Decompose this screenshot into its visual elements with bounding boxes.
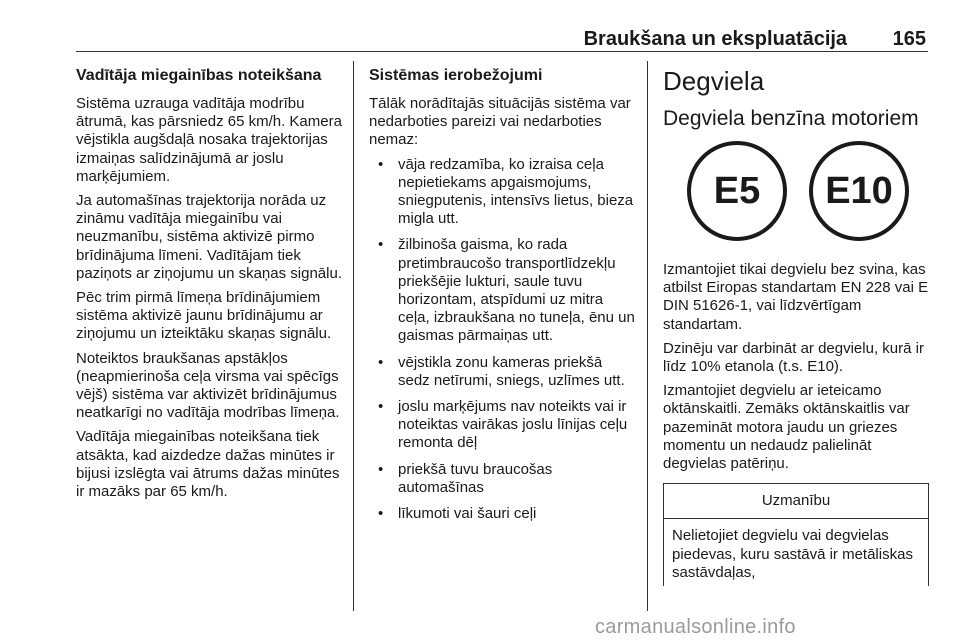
caution-title: Uzmanību [664,484,928,519]
fuel-heading: Degviela [663,66,765,96]
column-divider-2 [647,61,648,611]
drowsiness-paragraph: Vadītāja miegainības noteikšana tiek atsākta, kad aizdedze dažas minūtes ir bijusi izslēgta vai ātrums dažas minūtes ir mazāks par 65 km/h. [76,428,340,501]
list-item: • vējstikla zonu kameras priekšā sedz netīrumi, sniegs, uzlīmes utt. [369,354,635,390]
fuel-labels [663,141,929,245]
list-item: • vāja redzamība, ko izraisa ceļa nepietiekams apgaismojums, sniegputenis, intensīvs lietus, bieza migla utt. [369,156,635,229]
column-fuel [663,66,929,586]
column-drowsiness [76,66,342,507]
header-divider [76,51,928,52]
drowsiness-heading: Vadītāja miegainības noteikšana [76,67,322,84]
e10-fuel-label: E10 [809,141,909,241]
limitations-intro: Tālāk norādītajās situācijās sistēma var nedarboties pareizi vai nedarboties nemaz: [369,95,631,149]
list-item: • joslu marķējums nav noteikts vai ir noteiktas vairākas joslu līnijas ceļu remonta dēļ [369,398,635,453]
limitations-heading: Sistēmas ierobežojumi [369,67,543,84]
fuel-subheading: Degviela benzīna motoriem [663,107,919,130]
fuel-paragraph: Dzinēju var darbināt ar degvielu, kurā ir līdz 10% etanola (t.s. E10). [663,339,924,376]
page-number: 165 [892,28,926,50]
drowsiness-paragraph: Ja automašīnas trajektorija norāda uz zināmu vadītāja miegainību vai neuzmanību, sistēma aktivizē pirmo brīdinājuma līmeni. Vadītājam tiek paziņots ar ziņojumu un skaņas signālu. [76,192,342,282]
limitations-list [369,156,635,524]
e5-fuel-label: E5 [687,141,787,241]
list-item: • žilbinoša gaisma, ko rada pretimbraucošo transportlīdzekļu priekšējie lukturi, saule tuvu horizontam, atspīdumi uz mitra ceļa, izbraukšana no tuneļa, ēnu un gaismas pārmaiņas utt. [369,236,635,345]
caution-text: Nelietojiet degvielu vai degvielas piedevas, kuru sastāvā ir metāliskas sastāvdaļas, [672,527,913,581]
list-item: • līkumoti vai šauri ceļi [369,505,635,523]
column-limitations [369,66,635,531]
fuel-paragraph: Izmantojiet degvielu ar ieteicamo oktānskaitli. Zemāks oktānskaitlis var pazemināt motora jaudu un griezes momentu un nedaudz palielināt degvielas patēriņu. [663,382,910,473]
page-header [76,28,926,52]
section-title: Braukšana un ekspluatācija [583,28,848,50]
drowsiness-paragraph: Sistēma uzrauga vadītāja modrību ātrumā, kas pārsniedz 65 km/h. Kamera vējstikla augšdaļā nosaka trajektorijas izmaiņas salīdzinājumā ar joslu marķējumiem. [76,95,342,185]
drowsiness-paragraph: Pēc trim pirmā līmeņa brīdinājumiem sistēma aktivizē jaunu brīdinājumu ar ziņojumu un izteiktāku skaņas signālu. [76,289,332,343]
list-item: • priekšā tuvu braucošas automašīnas [369,461,635,497]
fuel-paragraph: Izmantojiet tikai degvielu bez svina, kas atbilst Eiropas standartam EN 228 vai E DIN 51626-1, vai līdzvērtīgam standartam. [663,261,929,333]
caution-box [663,483,929,586]
drowsiness-paragraph: Noteiktos braukšanas apstākļos (neapmierinoša ceļa virsma vai spēcīgs vējš) sistēma var aktivizēt brīdinājumus neatkarīgi no vadītāja modrības līmeņa. [76,349,340,422]
watermark: carmanualsonline.info [595,616,796,638]
column-divider-1 [353,61,354,611]
